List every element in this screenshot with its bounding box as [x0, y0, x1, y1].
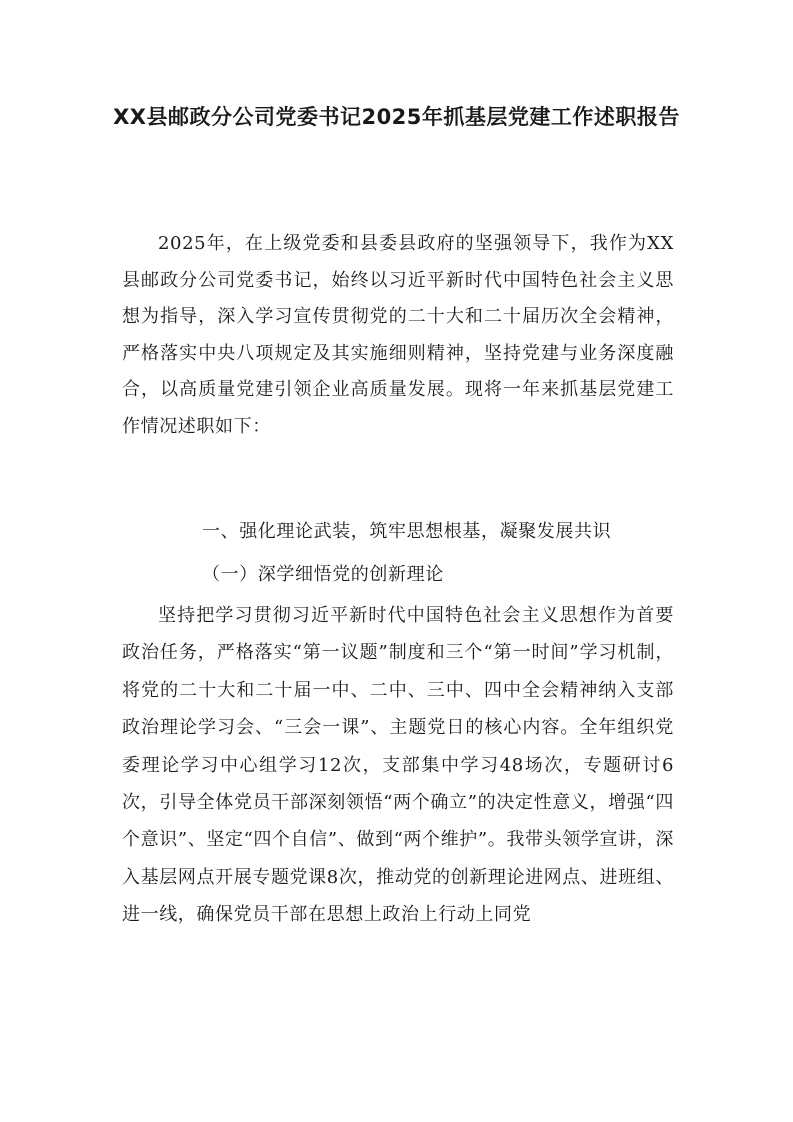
intro-paragraph: 2025年，在上级党委和县委县政府的坚强领导下，我作为XX县邮政分公司党委书记，始终以习近平新时代中国特色社会主义思想为指导，深入学习宣传贯彻党的二十大和二十届历次全会精神，严格落实中央八项规定及其实施细则精神，坚持党建与业务深度融合，以高质量党建引领企业高质量发展。现将一年来抓基层党建工作情况述职如下： — [122, 233, 674, 437]
section-heading-1: 一、强化理论武装，筑牢思想根基，凝聚发展共识 — [202, 521, 612, 542]
document-title: XX县邮政分公司党委书记2025年抓基层党建工作述职报告 — [113, 105, 680, 129]
subsection-heading-1-1: （一）深学细悟党的创新理论 — [202, 564, 444, 585]
subsection-body-1-1: 坚持把学习贯彻习近平新时代中国特色社会主义思想作为首要政治任务，严格落实“第一议题”制度和三个“第一时间”学习机制，将党的二十大和二十届一中、二中、三中、四中全会精神纳入支部政治理论学习会、“三会一课”、主题党日的核心内容。全年组织党委理论学习中心组学习12次，支部集中学习48场次，专题研讨6次，引导全体党员干部深刻领悟“两个确立”的决定性意义，增强“四个意识”、坚定“四个自信”、做到“两个维护”。我带头领学宣讲，深入基层网点开展专题党课8次，推动党的创新理论进网点、进班组、进一线，确保党员干部在思想上政治上行动上同党 — [122, 605, 674, 926]
